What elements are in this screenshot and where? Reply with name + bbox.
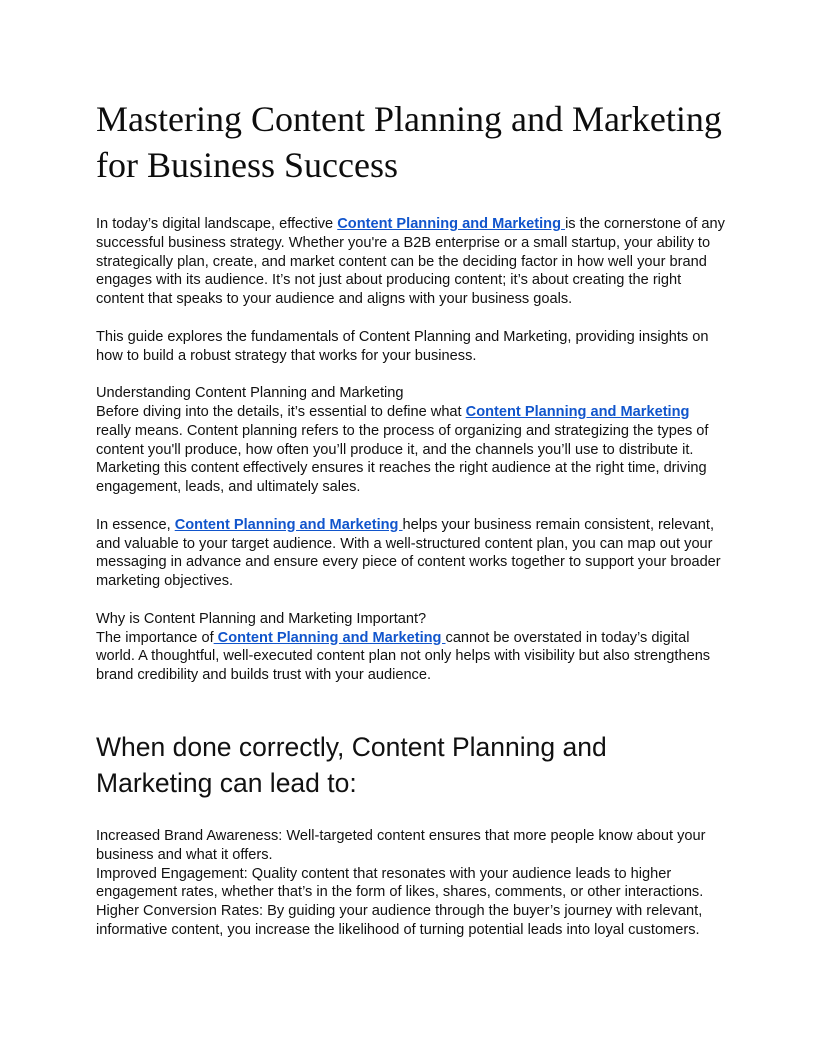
understanding-text-before: Before diving into the details, it’s essential to define what <box>96 403 466 420</box>
benefit-item: Improved Engagement: Quality content that resonates with your audience leads to higher engagement rates, whether that’s in the form of likes, shares, comments, or other interactions. <box>96 865 704 901</box>
importance-text-after: cannot be overstated in today’s digital world. A thoughtful, well-executed content plan not only helps with visibility but also strengthens brand credibility and builds trust with your audience. <box>96 629 711 684</box>
content-planning-link[interactable]: Content Planning and Marketing <box>174 516 403 533</box>
content-planning-link[interactable]: Content Planning and Marketing <box>213 629 446 646</box>
intro-paragraph <box>96 215 726 309</box>
importance-text-before: The importance of <box>96 629 214 646</box>
content-planning-link[interactable]: Content Planning and Marketing <box>465 403 690 420</box>
intro-text-after: is the cornerstone of any successful business strategy. Whether you're a B2B enterprise or a small startup, your ability to strategically plan, create, and market content can be the deciding factor in how well your brand engages with its audience. It’s not just about producing content; it’s about creating the right content that speaks to your audience and aligns with your business goals. <box>96 216 725 308</box>
section-heading-benefits: When done correctly, Content Planning and Marketing can lead to: <box>96 731 607 798</box>
section-heading-understanding: Understanding Content Planning and Marketing <box>96 385 404 402</box>
content-planning-link[interactable]: Content Planning and Marketing <box>337 216 566 232</box>
benefit-item: Higher Conversion Rates: By guiding your audience through the buyer’s journey with relevant, informative content, you increase the likelihood of turning potential leads into loyal customers. <box>96 903 703 938</box>
essence-text-after: helps your business remain consistent, relevant, and valuable to your target audience. With a well-structured content plan, you can map out your messaging in advance and ensure every piece of content works together to support your broader marketing objectives. <box>96 516 721 590</box>
intro-text-before: In today’s digital landscape, effective <box>96 216 338 232</box>
essence-text-before: In essence, <box>96 516 175 533</box>
page-title: Mastering Content Planning and Marketing for Business Success <box>96 99 722 185</box>
guide-paragraph: This guide explores the fundamentals of Content Planning and Marketing, providing insights on how to build a robust strategy that works for your business. <box>96 328 709 364</box>
document-page <box>96 96 726 940</box>
importance-paragraph <box>96 629 726 685</box>
section-heading-why: Why is Content Planning and Marketing Important? <box>96 610 427 627</box>
essence-paragraph <box>96 516 726 591</box>
benefit-item: Increased Brand Awareness: Well-targeted content ensures that more people know about your business and what it offers. <box>96 827 706 863</box>
understanding-text-after: really means. Content planning refers to the process of organizing and strategizing the types of content you'll produce, how often you’ll produce it, and the channels you’ll use to distribute it. Marketing this content effectively ensures it reaches the right audience at the right time, driving engagement, leads, and ultimately sales. <box>96 422 709 496</box>
understanding-paragraph <box>96 403 726 497</box>
